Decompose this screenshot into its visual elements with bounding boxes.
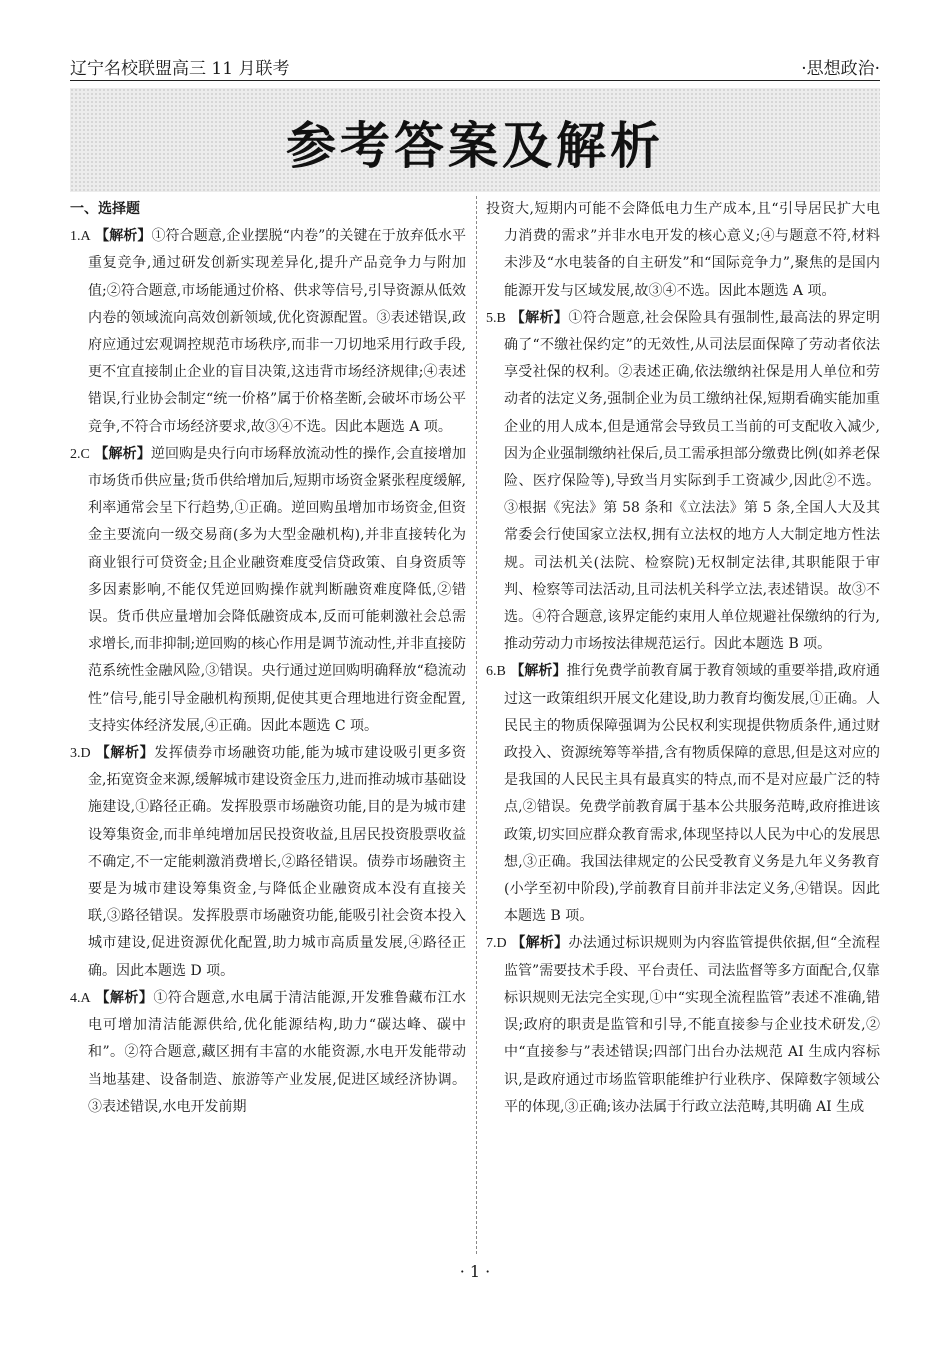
answer-item-2 [70, 441, 466, 740]
answer-text: ①符合题意,社会保险具有强制性,最高法的界定明确了“不缴社保约定”的无效性,从司法层面保障了劳动者依法享受社保的权利。②表述正确,依法缴纳社保是用人单位和劳动者的法定义务,强制企业为员工缴纳社保,短期看确实能加重企业的用人成本,但是通常会导致员工当前的可支配收入减少,因为企业强制缴纳社保后,员工需承担部分缴费比例(如养老保险、医疗保险等),导致当月实际到手工资减少,因此②不选。③根据《宪法》第 58 条和《立法法》第 5 条,全国人大及其常委会行使国家立法权,拥有立法权的地方人大制定地方性法规。司法机关(法院、检察院)无权制定法律,其职能限于审判、检察等司法活动,且司法机关科学立法,表述错误。故③不选。④符合题意,该界定能约束用人单位规避社保缴纳的行为,推动劳动力市场按法律规范运行。因此本题选 B 项。 [504, 309, 881, 653]
analysis-tag: 【解析】 [510, 309, 569, 326]
answer-item-4-continued [486, 196, 880, 305]
header-rule [70, 80, 880, 81]
answer-item-7 [486, 930, 880, 1120]
left-column [70, 196, 466, 1121]
analysis-tag: 【解析】 [95, 228, 152, 245]
answer-item-5 [486, 305, 880, 659]
answer-text: 办法通过标识规则为内容监管提供依据,但“全流程监管”需要技术手段、平台责任、司法监督等多方面配合,仅靠标识规则无法完全实现,①中“实现全流程监管”表述不准确,错误;政府的职责是监管和引导,不能直接参与企业技术研发,②中“直接参与”表述错误;四部门出台办法规范 AI 生成内容标识,是政府通过市场监管职能维护行业秩序、保障数字领域公平的体现,③正确;该办法属于行政立法范畴,其明确 AI 生成 [504, 935, 881, 1115]
page-number: · 1 · [459, 1262, 491, 1281]
section-title: 一、选择题 [70, 201, 140, 217]
answer-number: 4.A [70, 990, 91, 1006]
answer-item-3 [70, 740, 466, 985]
answer-item-6 [486, 658, 880, 930]
answer-item-1 [70, 223, 466, 441]
title-banner [70, 88, 880, 192]
answer-text: 逆回购是央行向市场释放流动性的操作,会直接增加市场货币供应量;货币供给增加后,短期市场资金紧张程度缓解,利率通常会呈下行趋势,①正确。逆回购虽增加市场资金,但资金主要流向一级交易商(多为大型金融机构),并非直接转化为商业银行可贷资金;且企业融资难度受信贷政策、自身资质等多因素影响,不能仅凭逆回购操作就判断融资难度降低,②错误。货币供应量增加会降低融资成本,反而可能刺激社会总需求增长,而非抑制;逆回购的核心作用是调节流动性,并非直接防范系统性金融风险,③错误。央行通过逆回购明确释放“稳流动性”信号,能引导金融机构预期,促使其更合理地进行资金配置,支持实体经济发展,④正确。因此本题选 C 项。 [88, 445, 467, 734]
answer-number: 6.B [486, 664, 506, 680]
subject-label: ·思想政治· [801, 59, 880, 79]
answer-text: 推行免费学前教育属于教育领域的重要举措,政府通过这一政策组织开展文化建设,助力教育均衡发展,①正确。人民民主的物质保障强调为公民权利实现提供物质条件,通过财政投入、资源统筹等举措,含有物质保障的意思,但是这对应的是我国的人民民主具有最真实的特点,而不是对应最广泛的特点,②错误。免费学前教育属于基本公共服务范畴,政府推进该政策,切实回应群众教育需求,体现坚持以人民为中心的发展思想,③正确。我国法律规定的公民受教育义务是九年义务教育(小学至初中阶段),学前教育目前并非法定义务,④错误。因此本题选 B 项。 [504, 663, 880, 925]
answer-item-4 [70, 985, 466, 1121]
analysis-tag: 【解析】 [95, 989, 154, 1006]
page-header [70, 50, 880, 80]
exam-title: 辽宁名校联盟高三 11 月联考 [70, 59, 290, 79]
answer-text: ①符合题意,水电属于清洁能源,开发雅鲁藏布江水电可增加清洁能源供给,优化能源结构,助力“碳达峰、碳中和”。②符合题意,藏区拥有丰富的水能资源,水电开发能带动当地基建、设备制造、旅游等产业发展,促进区域经济协调。③表述错误,水电开发前期 [88, 989, 467, 1115]
analysis-tag: 【解析】 [511, 935, 569, 952]
answer-text: 投资大,短期内可能不会降低电力生产成本,且“引导居民扩大电力消费的需求”并非水电开发的核心意义;④与题意不符,材料未涉及“水电装备的自主研发”和“国际竞争力”,聚焦的是国内能源开发与区域发展,故③④不选。因此本题选 A 项。 [486, 201, 880, 299]
right-column [486, 196, 880, 1121]
column-divider [476, 196, 477, 1254]
page-title: 参考答案及解析 [286, 117, 664, 175]
analysis-tag: 【解析】 [95, 745, 155, 762]
answer-number: 5.B [486, 310, 506, 326]
answer-text: 发挥债券市场融资功能,能为城市建设吸引更多资金,拓宽资金来源,缓解城市建设资金压力,进而推动城市基础设施建设,①路径正确。发挥股票市场融资功能,目的是为城市建设筹集资金,而非单纯增加居民投资收益,且居民投资股票收益不确定,不一定能刺激消费增长,②路径错误。债券市场融资主要是为城市建设筹集资金,与降低企业融资成本没有直接关联,③路径错误。发挥股票市场融资功能,能吸引社会资本投入城市建设,促进资源优化配置,助力城市高质量发展,④路径正确。因此本题选 D 项。 [88, 745, 467, 979]
analysis-tag: 【解析】 [510, 663, 567, 680]
answer-number: 3.D [70, 746, 91, 762]
answer-number: 2.C [70, 446, 90, 462]
analysis-tag: 【解析】 [94, 445, 151, 462]
answer-number: 1.A [70, 229, 91, 245]
answer-number: 7.D [486, 936, 507, 952]
answer-text: ①符合题意,企业摆脱“内卷”的关键在于放弃低水平重复竞争,通过研发创新实现差异化,提升产品竞争力与附加值;②符合题意,市场能通过价格、供求等信号,引导资源从低效内卷的领域流向高效创新领域,优化资源配置。③表述错误,政府应通过宏观调控规范市场秩序,而非一刀切地采用行政手段,更不宜直接制止企业的盲目决策,这违背市场经济规律;④表述错误,行业协会制定“统一价格”属于价格垄断,会破坏市场公平竞争,不符合市场经济要求,故③④不选。因此本题选 A 项。 [88, 228, 467, 435]
